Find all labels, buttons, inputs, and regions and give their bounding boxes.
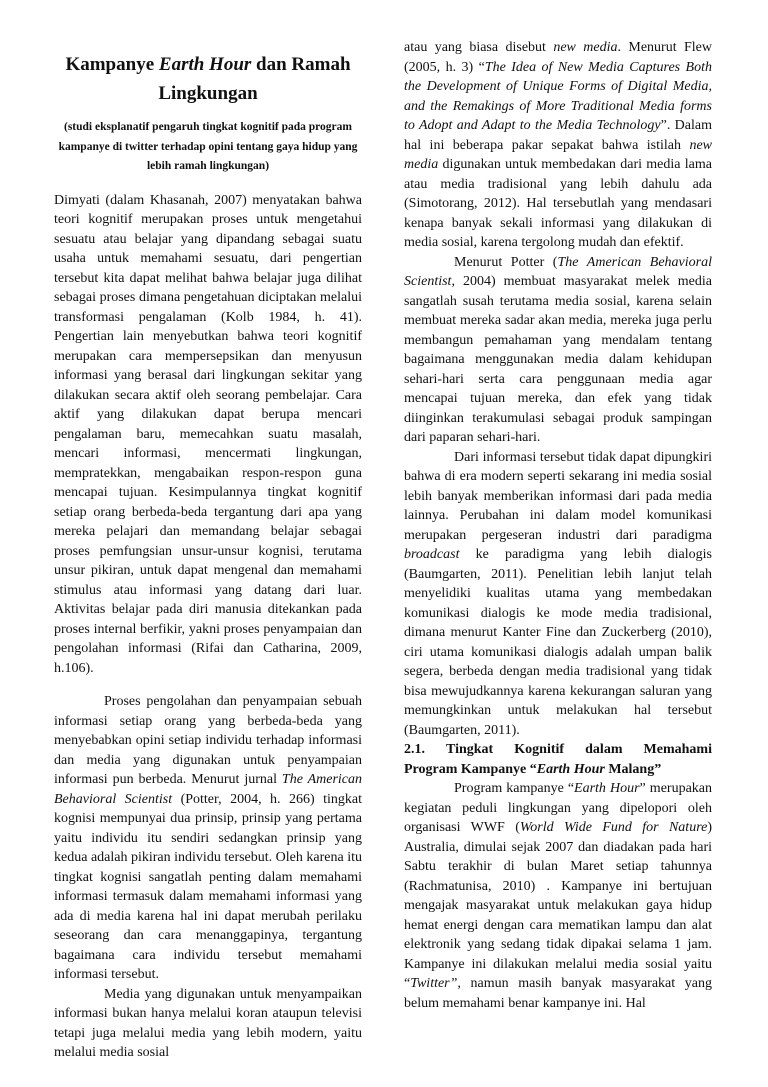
paragraph: atau yang biasa disebut new media. Menurut Flew (2005, h. 3) “The Idea of New Media Captures Both the Development of Unique Forms of Digital Media, and the Remakings of More Traditional Media forms to Adopt and Adapt to the Media Technology”. Dalam hal ini beberapa pakar sepakat bahwa istilah new media digunakan untuk membedakan dari media lama atau media tradisional yang lebih dahulu ada (Simotorang, 2012). Hal tersebutlah yang mendasari kenapa banyak sekali informasi yang dilakukan di media sosial, karena tergolong mudah dan efektif. xyxy=(404,40,713,250)
title-italic: Earth Hour xyxy=(158,54,252,75)
paragraph: Program kampanye “Earth Hour” merupakan kegiatan peduli lingkungan yang dipelopori oleh organisasi WWF (World Wide Fund for Nature) Australia, dimulai sejak 2007 dan diadakan pada hari Sabtu terakhir di bulan Maret setiap tahunnya (Rachmatunisa, 2010) . Kampanye ini bertujuan mengajak masyarakat untuk melakukan gaya hidup hemat energi dengan cara mematikan lampu dan alat elektronik yang sedang tidak dipakai selama 1 jam. Kampanye ini dilakukan melalui media sosial yaitu “Twitter”, namun masih banyak masyarakat yang belum memahami benar kampanye ini. Hal xyxy=(404,781,713,1011)
paragraph: Dari informasi tersebut tidak dapat dipungkiri bahwa di era modern seperti sekarang ini media sosial lebih banyak memberikan informasi dari pada media lainnya. Perubahan ini dalam model komunikasi merupakan pergeseran industri dari paradigma broadcast ke paradigma yang lebih dialogis (Baumgarten, 2011). Penelitian lebih lanjut telah menyelidiki kualitas utama yang membedakan komunikasi dialogis ke mode media tradisional, dimana menurut Kanter Fine dan Zuckerberg (2010), ciri utama komunikasi dialogis adalah umpan balik segera, berbeda dengan media tradisional yang tidak bisa mewujudkannya karena kekurangan saluran yang memungkinkan untuk melakukan hal tersebut (Baumgarten, 2011). xyxy=(404,449,712,738)
section-heading: 2.1. Tingkat Kognitif dalam Memahami Program Kampanye “Earth Hour Malang” xyxy=(404,742,712,777)
left-column xyxy=(54,50,362,1063)
right-column xyxy=(404,38,712,1013)
section-number: 2.1. xyxy=(404,742,425,757)
paragraph: Proses pengolahan dan penyampaian sebuah informasi setiap orang yang berbeda-beda yang menyebabkan opini setiap individu terhadap informasi dan media yang digunakan untuk penyampaian informasi pun berbeda. Menurut jurnal The American Behavioral Scientist (Potter, 2004, h. 266) tingkat kognisi mempunyai dua prinsip, prinsip yang pertama yaitu individu itu sendiri sedangkan prinsip yang kedua adalah pikiran individu tersebut. Oleh karena itu tingkat kognisi sangatlah penting dalam memahami informasi termasuk dalam memahami informasi yang ada di media karena hal ini dapat merubah perilaku seseorang dan cara menanggapinya, tergantung bagaimana cara individu tersebut memahami informasi tersebut. xyxy=(54,694,362,982)
paragraph: Menurut Potter (The American Behavioral Scientist, 2004) membuat masyarakat melek media sangatlah susah terutama media sosial, karena selain membuat mereka sadar akan media, mereka juga perlu membangun pemahaman yang mendalam tentang bagaimana menggunakan media dalam kehidupan sehari-hari serta cara penggunaan media agar mencapai tujuan mereka, dan efek yang tidak diinginkan terakumulasi sebagai produk sampingan dari paparan sehari-hari. xyxy=(404,254,712,445)
article-title: Kampanye Earth Hour dan Ramah Lingkungan xyxy=(65,54,351,104)
paragraph: Dimyati (dalam Khasanah, 2007) menyatakan bahwa teori kognitif merupakan proses untuk mengetahui sesuatu atau belajar yang dipandang sebagai suatu usaha untuk memahami sesuatu, dari pengertian tersebut kita dapat melihat bahwa belajar juga dilihat sebagai proses dimana pengetahuan diciptakan melalui transformasi pengalaman (Kolb 1984, h. 41). Pengertian lain menyebutkan bahwa teori kognitif merupakan cara mempersepsikan dan menyusun informasi yang berasal dari lingkungan sekitar yang dilakukan secara aktif oleh seorang pembelajar. Cara aktif yang dilakukan dapat berupa mencari pengalaman baru, memecahkan suatu masalah, mencari informasi, mencermati lingkungan, mempratekkan, mengabaikan respon-respon guna mencapai tujuan. Kesimpulannya tingkat kognitif setiap orang berbeda-beda tergantung dari apa yang mereka pelajari dan memandang belajar sebagai proses pemfungsian unsur-unsur kognisi, terutama unsur pikiran, untuk dapat mengenal dan memahami stimulus atau informasi yang datang dari luar. Aktivitas belajar pada diri manusia ditekankan pada proses internal berfikir, yakni proses penyampaian dan pengolahan informasi (Rifai dan Catharina, 2009, h.106). xyxy=(54,192,362,676)
article-subtitle: (studi eksplanatif pengaruh tingkat kognitif pada program kampanye di twitter terhadap opini tentang gaya hidup yang lebih ramah lingkungan) xyxy=(58,121,358,172)
paragraph: Media yang digunakan untuk menyampaikan informasi bukan hanya melalui koran ataupun televisi tetapi juga melalui media yang lebih modern, yaitu melalui media sosial xyxy=(54,986,362,1060)
